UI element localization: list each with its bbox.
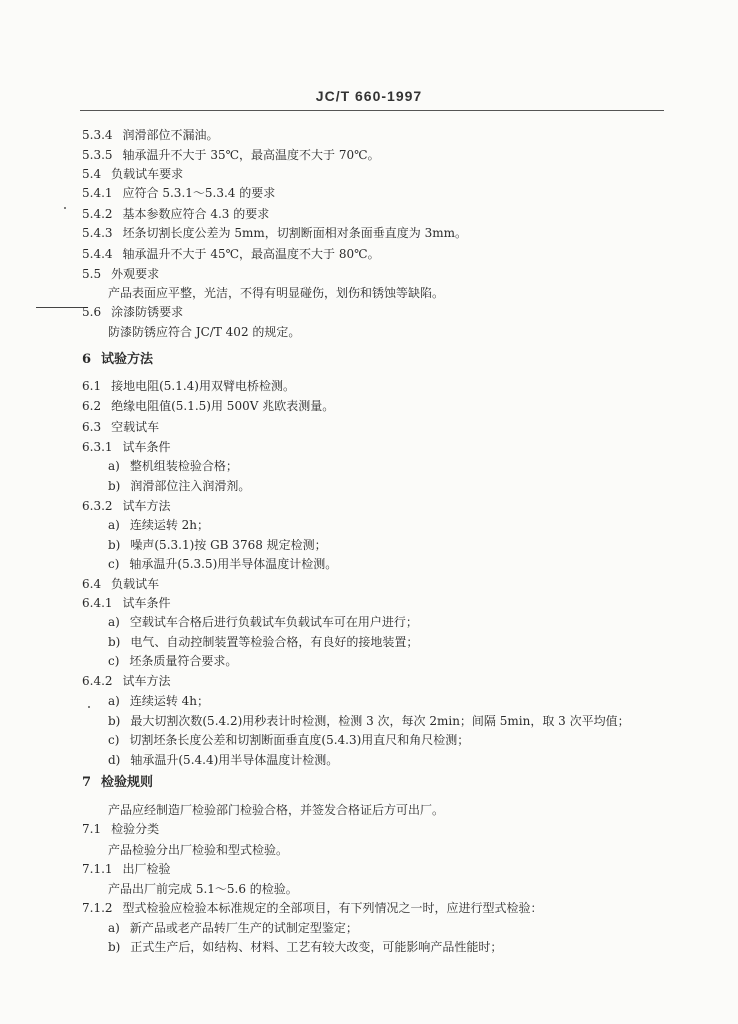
clause-line	[82, 379, 295, 393]
clause-text: 涂漆防锈要求	[111, 305, 184, 319]
paragraph-line	[108, 325, 300, 339]
clause-line	[108, 615, 418, 629]
clause-line	[82, 353, 153, 367]
clause-number: 6.1	[82, 379, 102, 393]
clause-number: 5.4.4	[82, 247, 113, 261]
clause-text: 外观要求	[111, 267, 160, 281]
clause-number: 7.1.1	[82, 862, 113, 876]
clause-text: 润滑部位不漏油。	[122, 128, 219, 142]
clause-number: 5.4.3	[82, 226, 113, 240]
clause-text: 整机组装检验合格；	[129, 459, 238, 473]
clause-line	[82, 305, 183, 319]
clause-line	[108, 635, 418, 649]
clause-line	[108, 753, 338, 767]
clause-text: 电气、自动控制装置等检验合格，有良好的接地装置；	[130, 635, 419, 649]
clause-number: 5.4.1	[82, 186, 113, 200]
clause-line	[82, 862, 171, 876]
clause-line	[108, 557, 337, 571]
clause-line	[108, 518, 209, 532]
clause-number: 6.4	[82, 577, 102, 591]
standard-code-header: JC/T 660-1997	[315, 88, 423, 104]
clause-line	[82, 128, 219, 142]
clause-line	[108, 940, 502, 954]
clause-number: a)	[108, 921, 120, 935]
clause-text: 轴承温升(5.4.4)用半导体温度计检测。	[130, 753, 339, 767]
paragraph-line	[108, 286, 444, 300]
clause-text: 轴承温升不大于 45℃，最高温度不大于 80℃。	[122, 247, 380, 261]
clause-number: b)	[108, 479, 121, 493]
paragraph-line	[108, 882, 298, 896]
clause-number: d)	[108, 753, 121, 767]
clause-line	[82, 247, 380, 261]
clause-number: 5.6	[82, 305, 102, 319]
clause-line	[108, 479, 250, 493]
clause-line	[82, 399, 334, 413]
clause-text: 试车方法	[122, 674, 171, 688]
clause-number: 6.3	[82, 420, 102, 434]
clause-line	[108, 921, 358, 935]
clause-number: 5.4	[82, 167, 102, 181]
clause-number: a)	[108, 694, 120, 708]
clause-line	[82, 440, 171, 454]
clause-number: 7.1.2	[82, 901, 113, 915]
clause-number: a)	[108, 459, 120, 473]
clause-line	[108, 694, 209, 708]
clause-text: 轴承温升(5.3.5)用半导体温度计检测。	[129, 557, 338, 571]
clause-text: 检验规则	[101, 775, 154, 790]
clause-text: 防漆防锈应符合 JC/T 402 的规定。	[108, 325, 301, 339]
clause-line	[82, 499, 171, 513]
clause-number: 6	[82, 352, 92, 367]
clause-number: 6.4.1	[82, 596, 113, 610]
clause-line	[82, 901, 543, 915]
clause-text: 空载试车	[111, 420, 160, 434]
clause-text: 试车条件	[122, 440, 171, 454]
clause-number: 5.3.4	[82, 128, 113, 142]
clause-text: 坯条切割长度公差为 5mm，切割断面相对条面垂直度为 3mm。	[122, 226, 467, 240]
clause-text: 连续运转 2h；	[129, 518, 210, 532]
clause-text: 产品检验分出厂检验和型式检验。	[108, 843, 289, 857]
clause-number: 6.3.1	[82, 440, 113, 454]
clause-line	[108, 714, 630, 728]
clause-line	[82, 776, 153, 790]
clause-text: 型式检验应检验本标准规定的全部项目，有下列情况之一时，应进行型式检验：	[122, 901, 543, 915]
clause-text: 空载试车合格后进行负载试车负载试车可在用户进行；	[129, 615, 418, 629]
clause-text: 正式生产后，如结构、材料、工艺有较大改变，可能影响产品性能时；	[130, 940, 503, 954]
clause-line	[82, 674, 171, 688]
clause-line	[82, 148, 380, 162]
clause-line	[108, 733, 469, 747]
clause-number: a)	[108, 615, 120, 629]
paragraph-line	[108, 803, 444, 817]
header-rule	[80, 110, 664, 111]
clause-text: 切割坯条长度公差和切割断面垂直度(5.4.3)用直尺和角尺检测；	[129, 733, 470, 747]
clause-number: 5.5	[82, 267, 102, 281]
clause-number: b)	[108, 635, 121, 649]
clause-line	[108, 654, 237, 668]
clause-text: 润滑部位注入润滑剂。	[130, 479, 251, 493]
clause-text: 绝缘电阻值(5.1.5)用 500V 兆欧表测量。	[111, 399, 335, 413]
margin-dash	[36, 307, 84, 308]
clause-number: b)	[108, 940, 121, 954]
clause-text: 轴承温升不大于 35℃，最高温度不大于 70℃。	[122, 148, 380, 162]
clause-number: 6.4.2	[82, 674, 113, 688]
clause-text: 噪声(5.3.1)按 GB 3768 规定检测；	[130, 538, 327, 552]
clause-line	[82, 577, 159, 591]
clause-text: 试验方法	[101, 352, 154, 367]
clause-number: c)	[108, 557, 120, 571]
clause-text: 产品表面应平整，光洁，不得有明显碰伤，划伤和锈蚀等缺陷。	[108, 286, 445, 300]
clause-text: 连续运转 4h；	[129, 694, 210, 708]
clause-text: 负载试车要求	[111, 167, 184, 181]
clause-text: 出厂检验	[122, 862, 171, 876]
clause-text: 检验分类	[111, 822, 160, 836]
clause-text: 产品出厂前完成 5.1～5.6 的检验。	[108, 882, 298, 896]
clause-line	[108, 459, 238, 473]
clause-line	[82, 822, 159, 836]
clause-line	[82, 167, 183, 181]
clause-text: 试车方法	[122, 499, 171, 513]
clause-line	[82, 596, 171, 610]
clause-number: b)	[108, 538, 121, 552]
clause-number: 7	[82, 775, 92, 790]
clause-text: 产品应经制造厂检验部门检验合格，并签发合格证后方可出厂。	[108, 803, 445, 817]
paragraph-line	[108, 843, 288, 857]
clause-line	[82, 267, 159, 281]
clause-text: 坯条质量符合要求。	[129, 654, 238, 668]
clause-line	[82, 186, 275, 200]
clause-line	[82, 207, 269, 221]
clause-number: c)	[108, 654, 120, 668]
clause-text: 新产品或老产品转厂生产的试制定型鉴定；	[129, 921, 358, 935]
clause-number: 5.3.5	[82, 148, 113, 162]
clause-number: a)	[108, 518, 120, 532]
clause-line	[108, 538, 327, 552]
clause-number: 6.3.2	[82, 499, 113, 513]
clause-text: 应符合 5.3.1～5.3.4 的要求	[122, 186, 276, 200]
clause-text: 最大切割次数(5.4.2)用秒表计时检测，检测 3 次，每次 2min；间隔 5min，取 3 次平均值；	[130, 714, 630, 728]
clause-text: 基本参数应符合 4.3 的要求	[122, 207, 270, 221]
clause-number: c)	[108, 733, 120, 747]
clause-number: 5.4.2	[82, 207, 113, 221]
scan-speck	[64, 207, 66, 209]
scan-speck	[88, 706, 90, 708]
clause-number: 6.2	[82, 399, 102, 413]
clause-text: 试车条件	[122, 596, 171, 610]
clause-text: 负载试车	[111, 577, 160, 591]
clause-number: 7.1	[82, 822, 102, 836]
clause-text: 接地电阻(5.1.4)用双臂电桥检测。	[111, 379, 295, 393]
clause-line	[82, 420, 159, 434]
clause-line	[82, 226, 467, 240]
clause-number: b)	[108, 714, 121, 728]
